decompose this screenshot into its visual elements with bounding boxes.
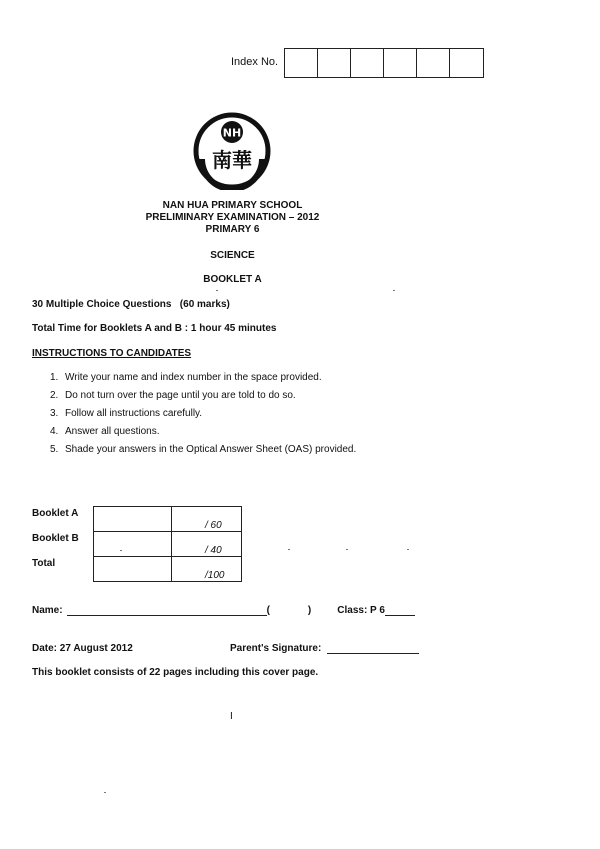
scan-speck	[393, 290, 395, 291]
instruction-item: 5. Shade your answers in the Optical Answer Sheet (OAS) provided.	[50, 444, 357, 455]
table-row	[94, 507, 242, 532]
time-info: Total Time for Booklets A and B : 1 hour 45 minutes	[32, 323, 277, 334]
logo-emblem-text: NH	[222, 126, 242, 140]
index-digit-box[interactable]	[318, 49, 351, 77]
scan-speck	[407, 549, 409, 550]
score-table	[93, 506, 242, 582]
index-digit-box[interactable]	[351, 49, 384, 77]
index-number-label: Index No.	[231, 56, 279, 68]
exam-title: PRELIMINARY EXAMINATION – 2012	[145, 212, 320, 223]
booklet-title: BOOKLET A	[203, 274, 262, 285]
instructions-heading: INSTRUCTIONS TO CANDIDATES	[32, 348, 192, 359]
parent-signature-row	[230, 643, 419, 654]
class-label: Class: P 6	[337, 605, 385, 616]
class-field[interactable]	[385, 605, 415, 616]
table-row	[94, 532, 242, 557]
score-label-booklet-a: Booklet A	[32, 508, 79, 519]
score-cell[interactable]	[94, 507, 172, 532]
score-label-total: Total	[32, 558, 56, 569]
instruction-item: 3. Follow all instructions carefully.	[50, 408, 203, 419]
exam-date: Date: 27 August 2012	[32, 643, 133, 654]
register-open-paren: (	[266, 605, 270, 616]
index-digit-box[interactable]	[384, 49, 417, 77]
score-labels	[32, 508, 79, 583]
instruction-item: 4. Answer all questions.	[50, 426, 160, 437]
subject-title: SCIENCE	[210, 250, 255, 261]
score-total-cell: / 60	[172, 507, 242, 532]
school-title-block	[0, 200, 465, 236]
index-digit-box[interactable]	[285, 49, 318, 77]
scan-speck	[216, 290, 218, 291]
register-close-paren: )	[307, 605, 312, 616]
index-number-boxes[interactable]	[284, 48, 484, 78]
page-number: I	[230, 711, 233, 722]
logo-chinese-text: 南華	[212, 148, 252, 172]
index-digit-box[interactable]	[450, 49, 483, 77]
instruction-item: 2. Do not turn over the page until you are told to do so.	[50, 390, 296, 401]
table-row	[94, 557, 242, 582]
parent-signature-field[interactable]	[327, 643, 419, 654]
score-cell[interactable]	[94, 557, 172, 582]
scan-speck	[346, 549, 348, 550]
name-label: Name:	[32, 605, 63, 616]
pages-note: This booklet consists of 22 pages including this cover page.	[32, 667, 319, 678]
school-name: NAN HUA PRIMARY SCHOOL	[162, 200, 303, 211]
score-cell[interactable]	[94, 532, 172, 557]
parent-signature-label: Parent's Signature:	[230, 643, 322, 654]
index-digit-box[interactable]	[417, 49, 450, 77]
scan-speck	[120, 550, 122, 551]
name-row	[32, 605, 415, 616]
scan-speck	[104, 792, 106, 793]
name-field[interactable]	[67, 605, 267, 616]
score-label-booklet-b: Booklet B	[32, 533, 79, 544]
score-total-cell: / 40	[172, 532, 242, 557]
level-title: PRIMARY 6	[205, 224, 260, 235]
score-total-cell: /100	[172, 557, 242, 582]
scan-speck	[288, 549, 290, 550]
school-logo	[193, 112, 271, 190]
instructions-list	[50, 372, 356, 462]
instruction-item: 1. Write your name and index number in the space provided.	[50, 372, 322, 383]
mcq-info: 30 Multiple Choice Questions (60 marks)	[32, 299, 230, 310]
